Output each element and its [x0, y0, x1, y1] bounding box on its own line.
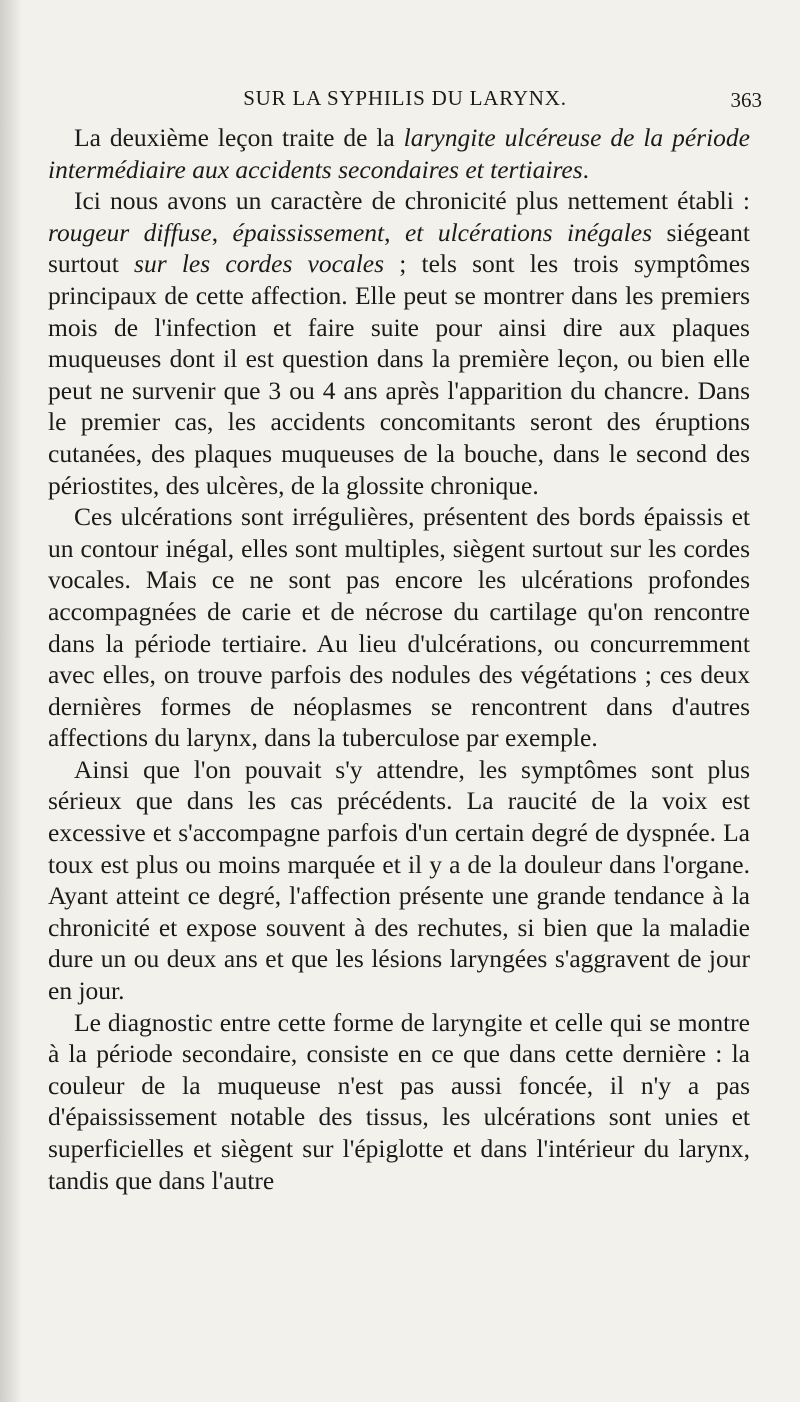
- page-gutter-shadow: [0, 0, 22, 1402]
- text-run: siégeant surtout: [48, 217, 751, 279]
- text-run: Ainsi que l'on pouvait s'y attendre, les symptômes sont plus sérieux que dans les cas précédents. La raucité de la voix est excessive et s'accompagne parfois d'un certain degré de dyspnée. La toux est plus ou moins marquée et il y a de la douleur dans l'organe. Ayant atteint ce degré, l'affection présente une grande tendance à la chronicité et expose souvent à des rechutes, si bien que la maladie dure un ou deux ans et que les lésions laryngées s'aggravent de jour en jour.: [48, 754, 750, 1006]
- running-head: SUR LA SYPHILIS DU LARYNX.: [243, 86, 567, 110]
- text-run: .: [582, 154, 590, 184]
- text-run: La deuxième leçon traite de la: [74, 123, 404, 152]
- page-number: 363: [730, 88, 762, 112]
- text-run: Ces ulcérations sont irrégulières, présentent des bords épaissis et un contour inégal, elles sont multiples, siègent surtout sur les cordes vocales. Mais ce ne sont pas encore les ulcérations profondes accompagnées de carie et de nécrose du cartilage qu'on rencontre dans la période tertiaire. Au lieu d'ulcérations, ou concurremment avec elles, on trouve parfois des nodules des végétations ; ces deux dernières formes de néoplasmes se rencontrent dans d'autres affections du larynx, dans la tuberculose par exemple.: [48, 502, 750, 753]
- text-run: Le diagnostic entre cette forme de laryngite et celle qui se montre à la période secondaire, consiste en ce que dans cette dernière : la couleur de la muqueuse n'est pas aussi foncée, il n'y a pas d'épaississement notable des tissus, les ulcérations sont unies et superficielles et siègent sur l'épiglotte et dans l'intérieur du larynx, tandis que dans l'autre: [48, 1007, 750, 1195]
- text-run: Ici nous avons un caractère de chronicité plus nettement établi :: [74, 186, 750, 216]
- paragraph: [48, 501, 750, 754]
- text-run: ,: [384, 217, 405, 247]
- paragraph: [48, 122, 750, 185]
- text-run: ; tels sont les trois symptômes principaux de cette affection. Elle peut se montrer dans les premiers mois de l'infection et faire suite pour ainsi dire aux plaques muqueuses dont il est question dans la première leçon, ou bien elle peut ne survenir que 3 ou 4 ans après l'apparition du chancre. Dans le premier cas, les accidents concomitants seront des éruptions cutanées, des plaques muqueuses de la bouche, dans le second des périostites, des ulcères, de la glossite chronique.: [48, 249, 750, 500]
- text-run: ,: [211, 217, 233, 247]
- paragraph: [48, 185, 750, 501]
- paragraph: [48, 1007, 750, 1197]
- italic-text: sur les cordes vocales: [134, 249, 385, 279]
- body-text: [48, 122, 750, 1196]
- paragraph: [48, 754, 750, 1007]
- italic-text: et ulcérations inégales: [404, 217, 652, 247]
- italic-text: rougeur diffuse: [48, 217, 212, 247]
- italic-text: épaississement: [232, 217, 385, 247]
- italic-text: laryngite ulcéreuse de la période intermédiaire aux accidents secondaires et tertiaires: [48, 123, 751, 184]
- page-header: [48, 84, 762, 116]
